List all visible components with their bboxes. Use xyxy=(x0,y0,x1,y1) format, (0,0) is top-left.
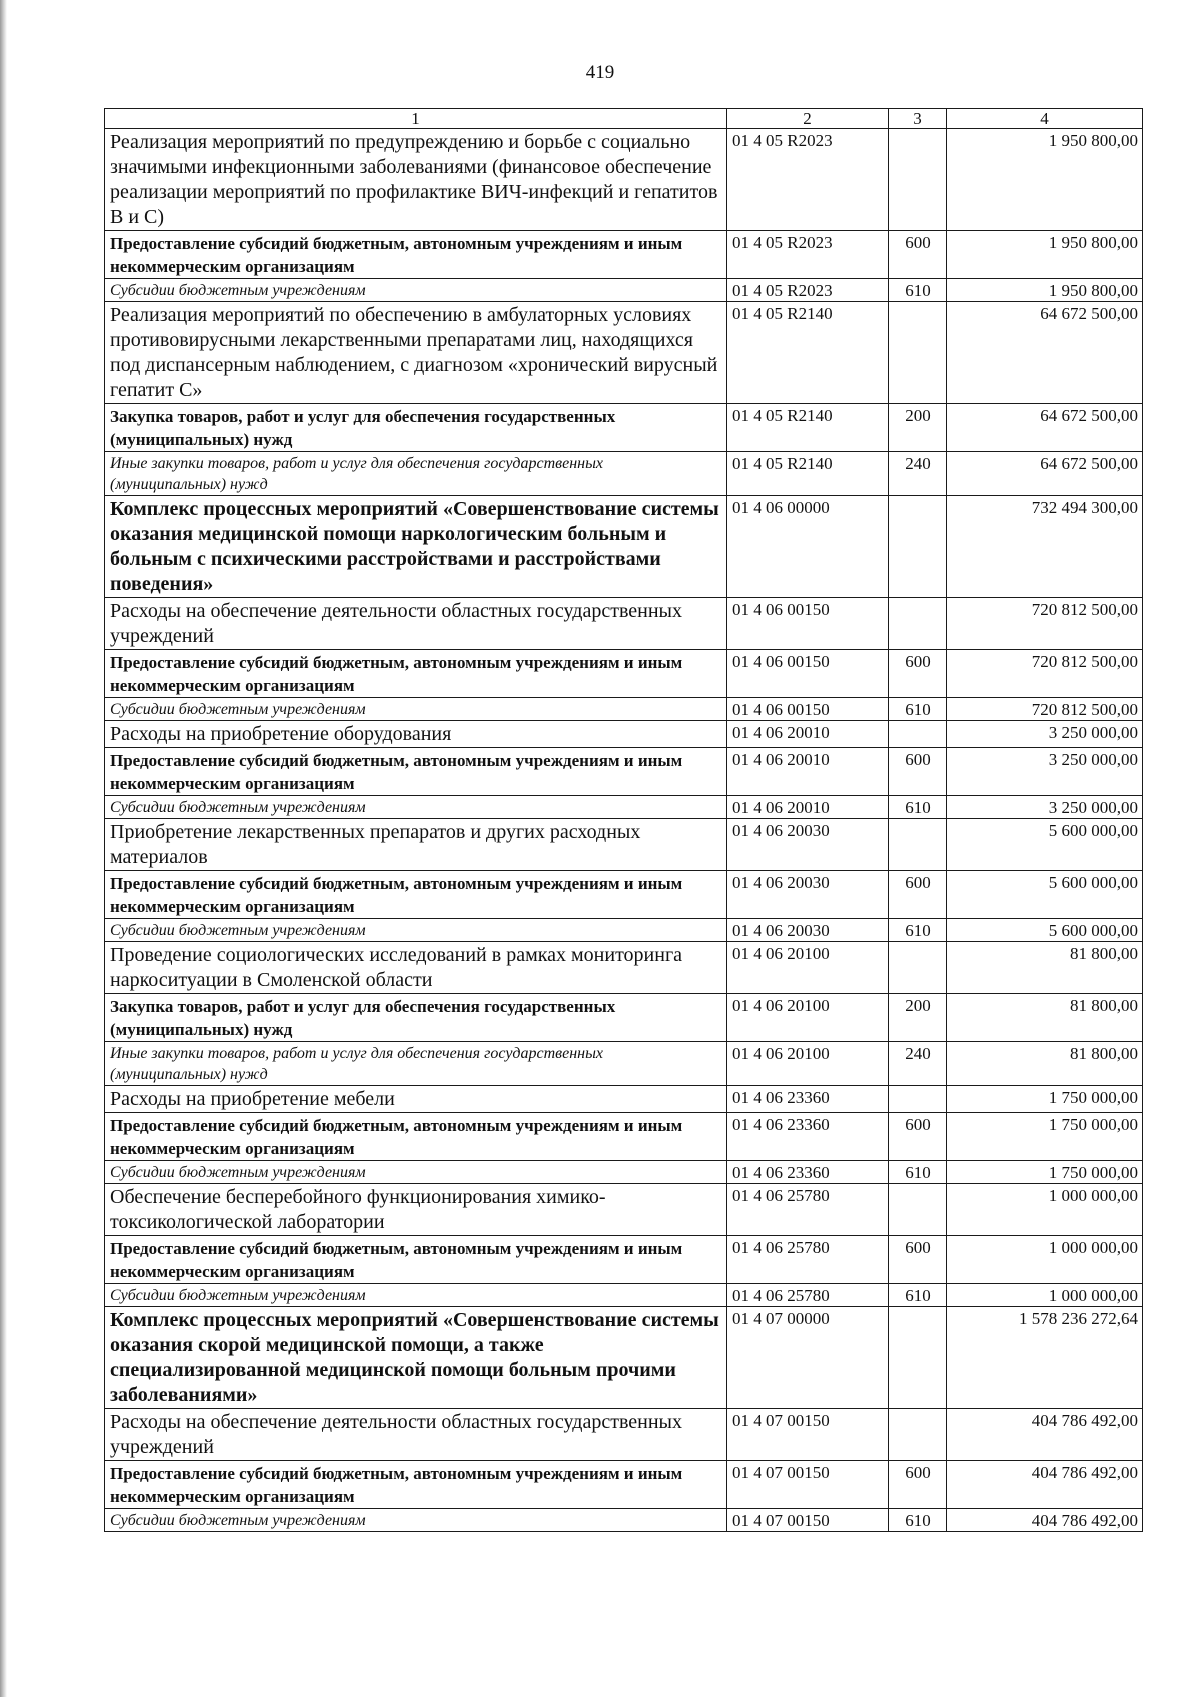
row-expense-type: 200 xyxy=(889,994,947,1042)
row-expense-type xyxy=(889,496,947,598)
row-amount: 404 786 492,00 xyxy=(947,1509,1143,1532)
table-row xyxy=(105,748,1143,796)
row-code: 01 4 05 R2140 xyxy=(727,404,889,452)
table-row xyxy=(105,819,1143,871)
table-header-row xyxy=(105,109,1143,129)
table-row xyxy=(105,1184,1143,1236)
row-name: Расходы на обеспечение деятельности областных государственных учреждений xyxy=(105,598,727,650)
row-expense-type xyxy=(889,598,947,650)
row-code: 01 4 06 00000 xyxy=(727,496,889,598)
row-amount: 1 950 800,00 xyxy=(947,129,1143,231)
table-row xyxy=(105,1113,1143,1161)
row-name: Предоставление субсидий бюджетным, автономным учреждениям и иным некоммерческим организациям xyxy=(105,1461,727,1509)
row-name: Закупка товаров, работ и услуг для обеспечения государственных (муниципальных) нужд xyxy=(105,404,727,452)
header-col-1: 1 xyxy=(105,109,727,129)
row-expense-type: 610 xyxy=(889,1284,947,1307)
row-amount: 404 786 492,00 xyxy=(947,1461,1143,1509)
row-amount: 1 000 000,00 xyxy=(947,1284,1143,1307)
row-code: 01 4 06 23360 xyxy=(727,1086,889,1113)
table-row xyxy=(105,1042,1143,1086)
row-code: 01 4 06 25780 xyxy=(727,1184,889,1236)
row-name: Субсидии бюджетным учреждениям xyxy=(105,698,727,721)
row-amount: 720 812 500,00 xyxy=(947,650,1143,698)
row-expense-type: 610 xyxy=(889,698,947,721)
row-amount: 3 250 000,00 xyxy=(947,721,1143,748)
row-amount: 732 494 300,00 xyxy=(947,496,1143,598)
row-name: Субсидии бюджетным учреждениям xyxy=(105,1509,727,1532)
row-name: Реализация мероприятий по предупреждению и борьбе с социально значимыми инфекционными заболеваниями (финансовое обеспечение реализации мероприятий по профилактике ВИЧ-инфекций и гепатитов В и С) xyxy=(105,129,727,231)
row-amount: 1 750 000,00 xyxy=(947,1113,1143,1161)
row-name: Закупка товаров, работ и услуг для обеспечения государственных (муниципальных) нужд xyxy=(105,994,727,1042)
row-amount: 404 786 492,00 xyxy=(947,1409,1143,1461)
row-name: Расходы на обеспечение деятельности областных государственных учреждений xyxy=(105,1409,727,1461)
row-code: 01 4 06 20030 xyxy=(727,871,889,919)
row-code: 01 4 06 25780 xyxy=(727,1236,889,1284)
row-amount: 64 672 500,00 xyxy=(947,404,1143,452)
row-name: Предоставление субсидий бюджетным, автономным учреждениям и иным некоммерческим организациям xyxy=(105,748,727,796)
page-number: 419 xyxy=(585,62,615,83)
row-amount: 81 800,00 xyxy=(947,942,1143,994)
table-row xyxy=(105,698,1143,721)
table-row xyxy=(105,279,1143,302)
row-name: Комплекс процессных мероприятий «Совершенствование системы оказания скорой медицинской помощи, а также специализированной медицинской помощи больным прочими заболеваниями» xyxy=(105,1307,727,1409)
row-expense-type: 600 xyxy=(889,748,947,796)
row-name: Субсидии бюджетным учреждениям xyxy=(105,279,727,302)
row-name: Проведение социологических исследований в рамках мониторинга наркоситуации в Смоленской области xyxy=(105,942,727,994)
table-row xyxy=(105,231,1143,279)
row-expense-type xyxy=(889,129,947,231)
row-amount: 5 600 000,00 xyxy=(947,919,1143,942)
row-code: 01 4 06 20010 xyxy=(727,796,889,819)
table-row xyxy=(105,1086,1143,1113)
header-col-3: 3 xyxy=(889,109,947,129)
header-col-2: 2 xyxy=(727,109,889,129)
row-name: Субсидии бюджетным учреждениям xyxy=(105,796,727,819)
row-code: 01 4 06 00150 xyxy=(727,598,889,650)
row-amount: 1 750 000,00 xyxy=(947,1086,1143,1113)
row-amount: 81 800,00 xyxy=(947,994,1143,1042)
table-row xyxy=(105,796,1143,819)
row-name: Предоставление субсидий бюджетным, автономным учреждениям и иным некоммерческим организациям xyxy=(105,871,727,919)
row-name: Субсидии бюджетным учреждениям xyxy=(105,1161,727,1184)
row-expense-type: 600 xyxy=(889,1113,947,1161)
row-amount: 1 000 000,00 xyxy=(947,1184,1143,1236)
table-row xyxy=(105,129,1143,231)
row-code: 01 4 05 R2023 xyxy=(727,231,889,279)
row-code: 01 4 07 00150 xyxy=(727,1461,889,1509)
row-expense-type xyxy=(889,721,947,748)
table-row xyxy=(105,1509,1143,1532)
row-code: 01 4 06 20100 xyxy=(727,942,889,994)
row-code: 01 4 06 00150 xyxy=(727,698,889,721)
row-expense-type xyxy=(889,1086,947,1113)
row-expense-type xyxy=(889,1184,947,1236)
row-expense-type: 610 xyxy=(889,919,947,942)
row-expense-type xyxy=(889,819,947,871)
row-amount: 1 950 800,00 xyxy=(947,231,1143,279)
table-row xyxy=(105,1161,1143,1184)
row-amount: 64 672 500,00 xyxy=(947,452,1143,496)
row-code: 01 4 06 23360 xyxy=(727,1161,889,1184)
row-amount: 720 812 500,00 xyxy=(947,598,1143,650)
section-row xyxy=(105,1307,1143,1409)
table-row xyxy=(105,650,1143,698)
row-code: 01 4 05 R2023 xyxy=(727,279,889,302)
table-row xyxy=(105,1409,1143,1461)
row-amount: 3 250 000,00 xyxy=(947,748,1143,796)
section-row xyxy=(105,496,1143,598)
table-row xyxy=(105,404,1143,452)
row-amount: 5 600 000,00 xyxy=(947,871,1143,919)
row-amount: 1 750 000,00 xyxy=(947,1161,1143,1184)
row-name: Предоставление субсидий бюджетным, автономным учреждениям и иным некоммерческим организациям xyxy=(105,231,727,279)
table-row xyxy=(105,919,1143,942)
table-row xyxy=(105,598,1143,650)
table-row xyxy=(105,1236,1143,1284)
row-code: 01 4 06 20010 xyxy=(727,721,889,748)
row-amount: 1 950 800,00 xyxy=(947,279,1143,302)
row-expense-type: 610 xyxy=(889,1509,947,1532)
row-expense-type xyxy=(889,1409,947,1461)
row-expense-type: 240 xyxy=(889,1042,947,1086)
budget-table-body xyxy=(105,109,1143,1532)
row-code: 01 4 05 R2140 xyxy=(727,452,889,496)
row-amount: 3 250 000,00 xyxy=(947,796,1143,819)
row-name: Субсидии бюджетным учреждениям xyxy=(105,919,727,942)
row-code: 01 4 07 00150 xyxy=(727,1509,889,1532)
row-name: Субсидии бюджетным учреждениям xyxy=(105,1284,727,1307)
row-code: 01 4 06 20100 xyxy=(727,1042,889,1086)
row-amount: 81 800,00 xyxy=(947,1042,1143,1086)
row-code: 01 4 05 R2023 xyxy=(727,129,889,231)
table-row xyxy=(105,871,1143,919)
row-code: 01 4 06 20030 xyxy=(727,819,889,871)
row-code: 01 4 06 25780 xyxy=(727,1284,889,1307)
row-amount: 1 578 236 272,64 xyxy=(947,1307,1143,1409)
row-expense-type xyxy=(889,302,947,404)
row-code: 01 4 06 20100 xyxy=(727,994,889,1042)
table-row xyxy=(105,721,1143,748)
row-expense-type: 610 xyxy=(889,279,947,302)
table-row xyxy=(105,1284,1143,1307)
table-row xyxy=(105,302,1143,404)
row-expense-type: 600 xyxy=(889,650,947,698)
row-code: 01 4 07 00000 xyxy=(727,1307,889,1409)
header-col-4: 4 xyxy=(947,109,1143,129)
row-expense-type: 610 xyxy=(889,796,947,819)
row-expense-type: 600 xyxy=(889,1236,947,1284)
row-code: 01 4 06 20010 xyxy=(727,748,889,796)
row-amount: 5 600 000,00 xyxy=(947,819,1143,871)
table-row xyxy=(105,452,1143,496)
row-name: Комплекс процессных мероприятий «Совершенствование системы оказания медицинской помощи наркологическим больным и больным с психическими расстройствами и расстройствами поведения» xyxy=(105,496,727,598)
row-expense-type xyxy=(889,1307,947,1409)
budget-table xyxy=(104,108,1143,1532)
table-row xyxy=(105,942,1143,994)
row-name: Иные закупки товаров, работ и услуг для обеспечения государственных (муниципальных) нужд xyxy=(105,452,727,496)
row-expense-type: 200 xyxy=(889,404,947,452)
row-expense-type: 600 xyxy=(889,871,947,919)
row-expense-type: 600 xyxy=(889,231,947,279)
row-code: 01 4 05 R2140 xyxy=(727,302,889,404)
row-code: 01 4 06 00150 xyxy=(727,650,889,698)
row-name: Реализация мероприятий по обеспечению в амбулаторных условиях противовирусными лекарственными препаратами лиц, находящихся под диспансерным наблюдением, с диагнозом «хронический вирусный гепатит С» xyxy=(105,302,727,404)
row-expense-type: 610 xyxy=(889,1161,947,1184)
row-name: Предоставление субсидий бюджетным, автономным учреждениям и иным некоммерческим организациям xyxy=(105,1113,727,1161)
row-name: Расходы на приобретение мебели xyxy=(105,1086,727,1113)
row-amount: 64 672 500,00 xyxy=(947,302,1143,404)
row-code: 01 4 06 20030 xyxy=(727,919,889,942)
row-amount: 1 000 000,00 xyxy=(947,1236,1143,1284)
row-name: Иные закупки товаров, работ и услуг для обеспечения государственных (муниципальных) нужд xyxy=(105,1042,727,1086)
row-expense-type: 240 xyxy=(889,452,947,496)
row-name: Обеспечение бесперебойного функционирования химико-токсикологической лаборатории xyxy=(105,1184,727,1236)
row-name: Предоставление субсидий бюджетным, автономным учреждениям и иным некоммерческим организациям xyxy=(105,1236,727,1284)
row-expense-type xyxy=(889,942,947,994)
scan-edge-shadow xyxy=(0,0,7,1697)
row-name: Предоставление субсидий бюджетным, автономным учреждениям и иным некоммерческим организациям xyxy=(105,650,727,698)
table-row xyxy=(105,1461,1143,1509)
row-code: 01 4 07 00150 xyxy=(727,1409,889,1461)
row-code: 01 4 06 23360 xyxy=(727,1113,889,1161)
row-name: Расходы на приобретение оборудования xyxy=(105,721,727,748)
row-name: Приобретение лекарственных препаратов и других расходных материалов xyxy=(105,819,727,871)
row-expense-type: 600 xyxy=(889,1461,947,1509)
table-row xyxy=(105,994,1143,1042)
row-amount: 720 812 500,00 xyxy=(947,698,1143,721)
